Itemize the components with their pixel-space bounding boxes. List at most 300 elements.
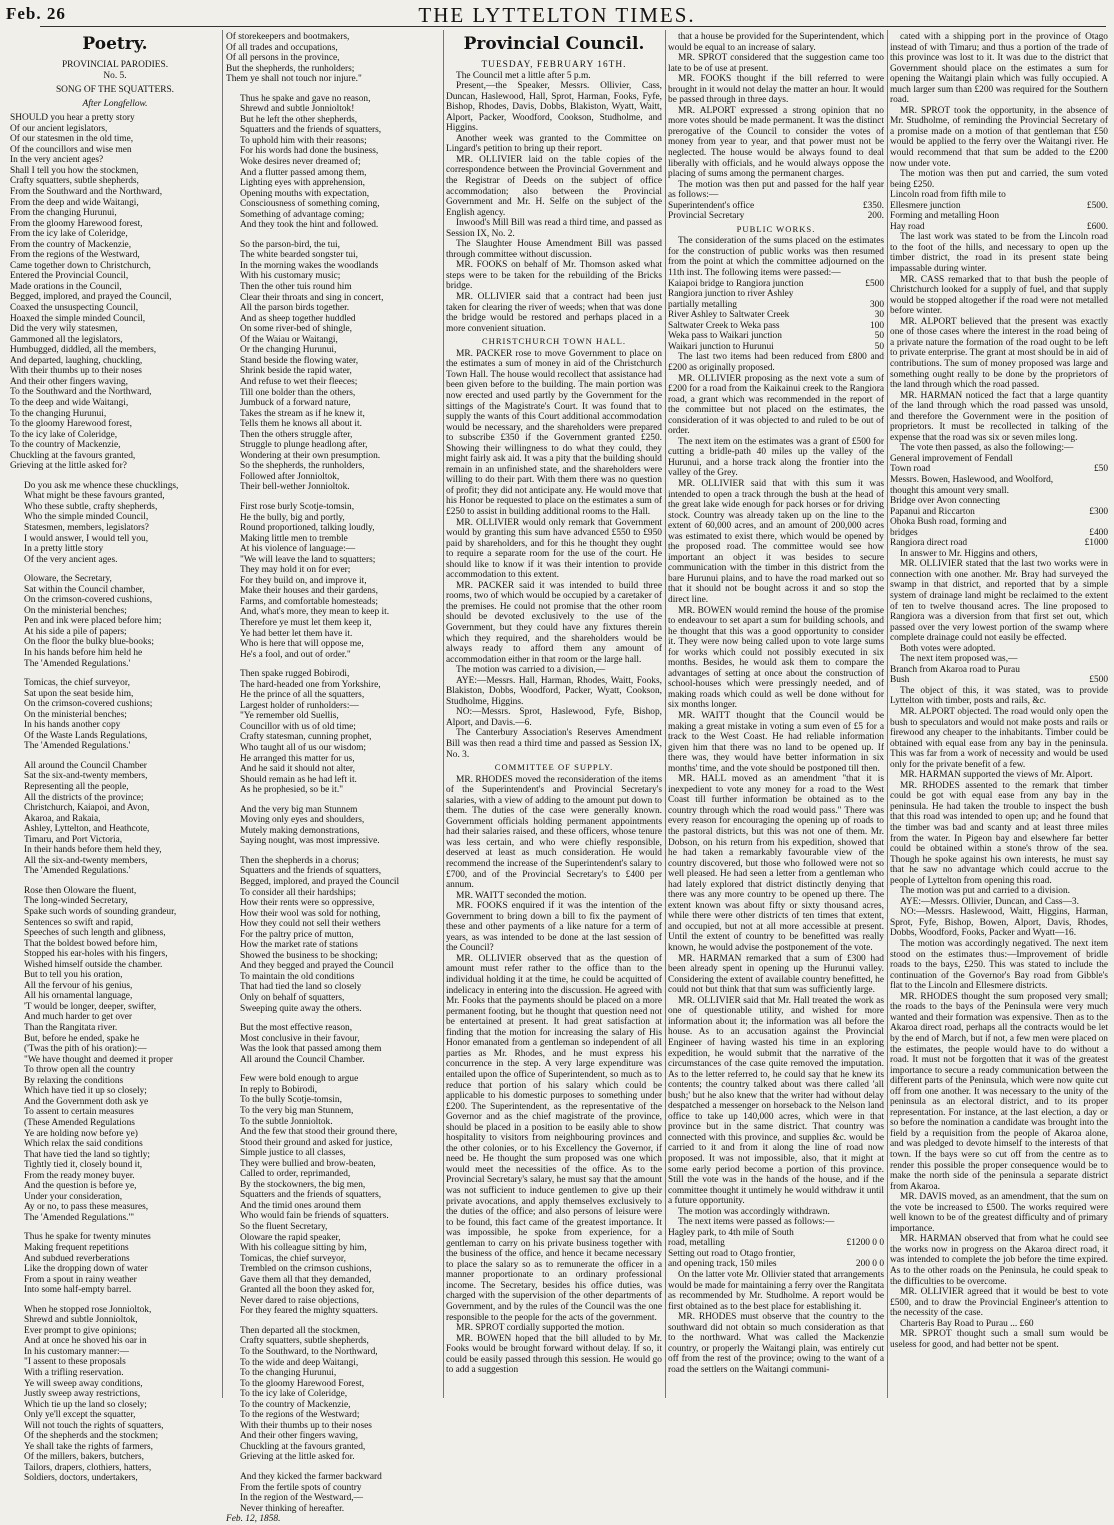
vote-item <box>668 211 884 222</box>
column-rule <box>443 30 444 1398</box>
vote-item <box>668 1249 884 1260</box>
poem-line: Their bell-wether Jonnioltok. <box>240 482 350 493</box>
poem-line: To the country of Mackenzie, <box>240 1399 351 1410</box>
poem-line: Wished himself outside the chamber. <box>24 959 163 970</box>
poem-line: Coaxed the unsuspecting Council, <box>10 303 139 314</box>
poem-line: And he said it should not alter, <box>240 764 355 775</box>
section-heading: COMMITTEE OF SUPPLY. <box>494 762 614 773</box>
paragraph: The Council met a little after 5 p.m. <box>456 70 591 81</box>
poem-line: (These Amended Regulations <box>24 1117 135 1128</box>
poem-line: From the gloomy Harewood forest, <box>10 218 143 229</box>
poem-line: Thus he spake and gave no reason, <box>240 93 371 104</box>
stanza <box>10 1232 220 1295</box>
vote-item <box>668 289 884 300</box>
poem-line: Chuckling at the favours granted, <box>10 450 136 461</box>
poem-line: To the Southward, to the Northward, <box>240 1346 378 1357</box>
poem-line: All the districts of the province; <box>24 792 144 803</box>
poem-line: To throw open all the country <box>24 1065 136 1076</box>
vote-item-label: Town road <box>890 464 931 475</box>
poem-line: Chuckling at the favours granted, <box>240 1441 366 1452</box>
poem-line: Jumbuck of a forward nature, <box>240 398 351 409</box>
paragraph: MR. RHODES assented to the remark that timber could be got with equal ease from any bay in the peninsula. He had taken the trouble to inspect the bush that this road was intended to open up; and he found that the timber was bad and scanty and at least three miles from the water. In Pigeon bay and elsewhere far better could be obtained within a stone's throw of the sea. Though he spoke against his own interests, he must say that he saw no advantage which could accrue to the people of Lyttelton from opening this road. <box>890 780 1108 886</box>
poem-line: "Ye remember old Suellis, <box>240 711 339 722</box>
poem-line: From the deep and wide Waitangi, <box>10 197 139 208</box>
section-heading: CHRISTCHURCH TOWN HALL. <box>481 336 627 347</box>
poem-line: Stood their ground and asked for justice, <box>240 1137 393 1148</box>
vote-item <box>890 190 1108 201</box>
poem-line: Gave them all that they demanded, <box>240 1274 371 1285</box>
poem-line: And much harder to get over <box>24 1012 133 1023</box>
poem-line: Shrewd and subtle Jonnioltok! <box>240 104 355 115</box>
paragraph: On the latter vote Mr. Ollivier stated that arrangements would be made for maintaining a ferry over the Rangitata as recommended by Mr. Studholme. A report would be first obtained as to the best place for establishing it. <box>668 1269 884 1312</box>
poem-line: First rose burly Scotje-tomsin, <box>240 501 355 512</box>
paragraph: MR. SPROT considered that the suggestion came too late to be of use at present. <box>668 53 884 74</box>
paragraph: The motion was accordingly negatived. The next item stood on the estimates thus:—Improvement of bridle roads to the bays, £250. This was stated to include the continuation of the Governor's Bay road from Gibble's flat to the Lincoln and Ellesmere districts. <box>890 939 1108 992</box>
poem-line: Then spake rugged Bobirodi, <box>240 669 350 680</box>
poem-line: Tomicas, the chief surveyor, <box>24 678 130 689</box>
vote-item-label: River Ashley to Saltwater Creek <box>668 310 790 321</box>
poem-line: Ye had better let them have it. <box>240 628 353 639</box>
paragraph: The motion was put and carried to a division. <box>900 886 1071 897</box>
paragraph: The next item on the estimates was a grant of £500 for cutting a bridle-path 40 miles up the valley of the Hurunui, and a horse track along the frontier into the valley of the Grey. <box>668 436 884 479</box>
poem-line: Then departed all the stockmen, <box>240 1325 361 1336</box>
poem-line: On some river-bed of shingle, <box>240 324 353 335</box>
poem-line: Mutely making demonstrations, <box>240 825 360 836</box>
vote-item <box>890 464 1108 475</box>
vote-item <box>890 475 1108 486</box>
poem-line: To the changing Hurunui, <box>10 408 107 419</box>
vote-item-amount: £1000 <box>1084 538 1108 549</box>
poem-line: Largest holder of runholders:— <box>240 700 359 711</box>
poem-line: In a pretty little story <box>24 544 104 555</box>
vote-item <box>890 222 1108 233</box>
poem-line: On the crimson-covered cushions; <box>24 699 153 710</box>
vote-item-label: thought this amount very small. <box>890 485 1010 496</box>
poem-line: All around the Council Chamber. <box>240 1054 365 1065</box>
poem-line: How the market rate of stations <box>240 940 358 951</box>
poem-line: To the icy lake of Coleridge, <box>10 429 118 440</box>
poem-line: Do you ask me whence these chucklings, <box>24 480 179 491</box>
poem-attribution: After Longfellow. <box>82 98 148 109</box>
vote-item-label: Ellesmere junction <box>890 200 961 211</box>
paragraph: MR. FOOKS thought if the bill referred to were brought in it would not delay the matter an hour. It would be passed through in three days. <box>668 74 884 106</box>
vote-item-label: Bridge over Avon connecting <box>890 496 1000 507</box>
paragraph: The Slaughter House Amendment Bill was passed through committee without discussion. <box>446 239 662 260</box>
poem-line: Clear their throats and sing in concert, <box>240 292 384 303</box>
poem-line: Farms, and comfortable homesteads; <box>240 596 378 607</box>
vote-item <box>668 279 884 290</box>
poem-line: Made orations in the Council, <box>10 281 122 292</box>
vote-item-amount: 100 <box>869 320 884 331</box>
paragraph: cated with a shipping port in the province of Otago instead of with Timaru; and thus a portion of the trade of this province was lost to it. It was due to the district that Government should place on the estimates a sum for opening the Waitangi plain which was fully occupied. A much larger sum than £200 was required for the Southern road. <box>890 32 1108 106</box>
vote-item-amount: £500 <box>865 278 884 289</box>
poem-line: To the changing Hurunui, <box>240 1368 337 1379</box>
paragraph: MR. WAITT seconded the motion. <box>456 890 587 901</box>
paragraph: MR. ALPORT expressed a strong opinion that no more votes should be made permanent. It was the distinct prerogative of the Council to consider the votes of money from year to year, and that power must not be neglected. The house would be always found to deal liberally with officials, and he would always oppose the placing of sums among the permanent charges. <box>668 105 884 180</box>
poem-line: From the Southward and the Northward, <box>10 187 163 198</box>
report-paragraphs <box>446 349 662 760</box>
poem-line: Who taught all of us our wisdom; <box>240 743 367 753</box>
vote-item-amount: £50 <box>1093 464 1108 475</box>
vote-item-label: Saltwater Creek to Weka pass <box>668 320 780 331</box>
poem-line: The 'Amended Regulations.' <box>24 866 131 877</box>
newspaper-title: THE LYTTELTON TIMES. <box>418 3 696 27</box>
poem-line: The hard-headed one from Yorkshire, <box>240 679 381 690</box>
poem-line: And as sheep together huddled <box>240 313 356 324</box>
vote-item-label: Rangiora direct road <box>890 538 968 549</box>
poem-line: For they build on, and improve it, <box>240 575 367 586</box>
paragraph: MR. HARMAN observed that from what he could see the works now in progress on the Akaroa direct road, it was intended to complete the job before the time expired. As to the other roads on the Peninsula, he could speak to the difficulties to be overcome. <box>890 1234 1108 1287</box>
paragraph: MR. HARMAN noticed the fact that a large quantity of the land through which the road passed was unsold, and therefore the Government were in the position of proprietors. It must be recollected in talking of the expense that the road was six or seven miles long. <box>890 390 1108 443</box>
poem-line: To the wide and deep Waitangi, <box>240 1357 359 1368</box>
poem-line: Consciousness of something coming, <box>240 199 380 210</box>
paragraph: MR. BOWEN hoped that the bill alluded to by Mr. Fooks would be brought forward without delay. If so, it could be easily passed through this session. He would go to add a suggestion <box>446 1333 662 1376</box>
paragraph: The next items were passed as follows:— <box>678 1217 835 1228</box>
poem-line: When he stopped rose Jonnioltok, <box>24 1304 152 1315</box>
poem-line: Begged, implored, and prayed the Council <box>240 877 400 888</box>
poem-line: Followed after Jonnioltok, <box>240 471 340 482</box>
paragraph: NO:—Messrs. Haslewood, Waitt, Higgins, Harman, Sprot, Fyfe, Bishop, Bowen, Alport, Davis, Rhodes, Dobbs, Woodford, Fooks, Packer and Wyatt—16. <box>890 907 1108 939</box>
paragraph: The object of this, it was stated, was to provide Lyttelton with timber, posts and rails, &c. <box>890 685 1108 707</box>
poem-line: Who these subtle, crafty shepherds, <box>24 501 158 512</box>
poem-line: They were bullied and brow-beaten, <box>240 1158 376 1169</box>
vote-item <box>890 507 1108 518</box>
paragraph: AYE:—Messrs. Ollivier, Duncan, and Cass—3. <box>900 896 1079 907</box>
stanza <box>10 574 220 669</box>
poem-line: Them ye shall not touch nor injure." <box>226 74 362 85</box>
poem-line: How their rents were so oppressive, <box>240 898 375 909</box>
poem-line: Simple justice to all classes, <box>240 1148 346 1159</box>
poem-line: What might be these favours granted, <box>24 491 165 502</box>
poem-line: But the shepherds, the runholders; <box>226 63 355 74</box>
poem-line: But to tell you his oration, <box>24 970 123 981</box>
vote-item-amount: £1200 0 0 <box>846 1238 884 1249</box>
poem-line: From the ready money buyer. <box>24 1170 135 1181</box>
poem-line: Tailors, drapers, clothiers, hatters, <box>24 1462 152 1473</box>
poem-line: Oloware the rapid speaker, <box>240 1232 341 1243</box>
poem-line: Squatters and the friends of squatters, <box>240 1190 382 1201</box>
vote-item-label: Messrs. Bowen, Haslewood, and Woolford, <box>890 474 1054 485</box>
report-paragraphs <box>668 352 884 1227</box>
poem-line: Or the changing Hurunui, <box>240 345 337 356</box>
poem-line: To the Southward and the Northward, <box>10 387 152 398</box>
paragraph: MR. DAVIS moved, as an amendment, that the sum on the vote be increased to £500. The works required were well known to be of the greatest difficulty and of primary importance. <box>890 1192 1108 1234</box>
council-heading: Provincial Council. <box>463 34 645 54</box>
poem-line: Squatters and the friends of squatters, <box>240 866 382 877</box>
paragraph: MR. FOOKS on behalf of Mr. Thomson asked what steps were to be taken for the rebuilding of the Bricks bridge. <box>446 260 662 292</box>
poem-line: Than the Rangitata river. <box>24 1023 118 1034</box>
poem-line: Sentences so swift and rapid, <box>24 917 134 928</box>
poem-line: Which tie up the land so closely; <box>24 1399 147 1410</box>
poem-line: To the icy lake of Coleridge, <box>240 1389 348 1400</box>
paragraph: MR. SPROT thought such a small sum would be useless for good, and had better not be spent. <box>890 1329 1108 1350</box>
poem-line: Akaroa, and Rakaia, <box>24 813 101 824</box>
stanza <box>226 1326 441 1463</box>
poem-line: Shall I tell you how the stockmen, <box>10 165 139 176</box>
poem-line: To uphold him with their reasons; <box>240 135 367 146</box>
poem-line: Then the other tuis round him <box>240 282 352 293</box>
poem-dateline: Feb. 12, 1858. <box>226 1514 281 1525</box>
poem-line: Shrewd and subtle Jonnioltok, <box>24 1315 138 1326</box>
poem-line: Make their houses and their gardens, <box>240 586 378 597</box>
poem-line: And they kicked the farmer backward <box>240 1472 382 1482</box>
poem-line: Rose then Oloware the fluent, <box>24 885 137 896</box>
poem-line: Takes the stream as if he knew it, <box>240 408 365 419</box>
stanza <box>10 481 220 565</box>
poem-line: Hoaxed the simple minded Council, <box>10 313 146 324</box>
poem-line: The white bearded songster tui, <box>240 250 358 261</box>
paragraph: NO:—Messrs. Sprot, Haslewood, Fyfe, Bishop, Alport, and Davis.—6. <box>446 707 662 728</box>
poem-line: He the bully, big and portly, <box>240 512 345 523</box>
poem-line: At his violence of language:— <box>240 544 356 555</box>
vote-item <box>890 496 1108 507</box>
poem-line: Of the shepherds and the stockmen; <box>24 1431 159 1442</box>
poem-line: I would answer, I would tell you, <box>24 533 149 544</box>
poem-line: By relaxing the conditions <box>24 1075 124 1086</box>
paragraph: The last work was stated to be from the Lincoln road to the foot of the hills, and necessary to open up the timber district, the road in its present state being impassable during winter. <box>890 232 1108 275</box>
poem-line: Speeches of such length and glibness, <box>24 928 166 939</box>
poem-line: Making little men to tremble <box>240 533 348 544</box>
poem-line: As he prophesied, so be it." <box>240 785 344 796</box>
stanza <box>226 32 441 85</box>
poem-line: And subdued reverberations <box>24 1253 130 1264</box>
poem-line: So the fluent Secretary, <box>240 1221 328 1232</box>
poem-line: In his hands before him held he <box>24 647 143 658</box>
poem-line: On the ministerial benches; <box>24 709 127 720</box>
poem-line: To the gloomy Harewood Forest, <box>240 1378 365 1389</box>
poem-line: And their other fingers waving, <box>240 1431 358 1442</box>
poem-line: Of all persons in the province, <box>226 53 340 64</box>
poem-line: And they took the hint and followed. <box>240 220 379 231</box>
poem-line: Entered the Provincial Council, <box>10 271 129 282</box>
vote-item <box>668 342 884 353</box>
stanza <box>10 761 220 877</box>
poem-line: Only ye'll except the squatter, <box>24 1410 136 1421</box>
vote-item-label: and opening track, 150 miles <box>668 1259 777 1270</box>
poem-line: In his customary manner:— <box>24 1346 129 1357</box>
poem-line: Stand beside the flowing water, <box>240 355 359 366</box>
vote-list <box>890 190 1108 232</box>
poem-line: To maintain the old conditions <box>240 971 355 982</box>
paragraph: MR. OLLIVIER stated that the last two works were in connection with one another. Mr. Bray had surveyed the swamp in that district, and reported that by a simple system of drainage land might be reclaimed to the extent of ten to twelve thousand acres. The line proposed to Rangiora was a diversion from that first set out, which passed over the very lowest portion of the swamp where complete drainage could not easily be effected. <box>890 559 1108 644</box>
poem-line: Round proportioned, talking loudly, <box>240 523 375 534</box>
poem-line: Was the look that passed among them <box>240 1044 382 1055</box>
poem-line: Justly sweep away restrictions, <box>24 1389 141 1400</box>
poem-line: In reply to Bobirodi, <box>240 1084 318 1095</box>
poem-line: In their hands before them held they, <box>24 845 162 856</box>
paragraph: MR. HARMAN supported the views of Mr. Alport. <box>900 770 1093 781</box>
poem-line: How they could not sell their wethers <box>240 919 381 930</box>
poem-line: And their other fingers waving, <box>10 376 128 387</box>
poem-line: All the fervour of his genius, <box>24 980 133 991</box>
vote-item-label: Branch from Akaroa road to Purau <box>890 664 1020 675</box>
paragraph: The motion was carried to a division,— <box>456 665 606 676</box>
paragraph: MR. CASS remarked that to that bush the people of Christchurch looked for a supply of fuel, and that supply would be stopped altogether if the road were not metalled before winter. <box>890 274 1108 317</box>
stanza <box>226 502 441 660</box>
poem-line: Till one bolder than the others, <box>240 387 356 398</box>
poem-line: And, what's more, they mean to keep it. <box>240 607 390 618</box>
poem-line: In the region of the Westward,— <box>240 1493 363 1504</box>
vote-item-amount: 30 <box>874 310 884 321</box>
report-paragraphs <box>890 686 1108 1350</box>
poem-line: And the very big man Stunnem <box>240 804 358 815</box>
poem-line: With his colleague sitting by him, <box>240 1243 367 1254</box>
vote-item <box>890 517 1108 528</box>
paragraph: Charteris Bay Road to Purau ... £60 <box>900 1318 1034 1329</box>
poem-line: SHOULD you hear a pretty story <box>10 113 135 124</box>
vote-item-amount: 300 <box>869 299 884 310</box>
poem-line: But, before he ended, spake he <box>24 1033 140 1044</box>
paragraph: MR. RHODES must observe that the country to the southward did not obtain so much consideration as that to the northward. What was called the Mackenzie country, or properly the Waitangi plain, was entirely cut off from the rest of the province; owing to the want of a road the settlers on the Waitangi communi- <box>668 1312 884 1375</box>
vote-item <box>668 310 884 321</box>
poem-line: Never dared to raise objections, <box>240 1295 359 1306</box>
poem-line: Of the Waste Lands Regulations, <box>24 730 148 741</box>
poem-line: Like the dropping down of water <box>24 1264 148 1275</box>
paragraph: The Canterbury Association's Reserves Amendment Bill was then read a third time and passed as Session IX, No. 3. <box>446 728 662 760</box>
poem-line: Of the very ancient ages. <box>24 554 118 565</box>
poem-line: So the shepherds, the runholders, <box>240 461 365 472</box>
poem-line: Of all trades and occupations, <box>226 42 338 53</box>
poem-line: By the stockowners, the big men, <box>240 1179 366 1190</box>
paragraph: Both votes were adopted. <box>900 643 996 654</box>
vote-item-amount: 50 <box>874 341 884 352</box>
vote-item-amount: £600. <box>1086 221 1108 232</box>
poem-line: In the morning wakes the woodlands <box>240 260 379 271</box>
paragraph: MR. RHODES thought the sum proposed very small; the roads to the bays of the Peninsula were very much wanted and their formation was expensive. Then as to the Akaroa direct road, perhaps all the contracts would be let by the end of March, but if not, a few men were placed on the estimates, the people would have to do without a road. It must not be forgotten that it was of the greatest importance to secure a ready communication between the different parts of the Peninsula, which were now quite cut off from one another. It was necessary to the unity of the peninsula as an electoral district, and to its proper representation. For instance, at the last election, a day or so before the nomination a candidate was brought into the field by a requisition from the people of Akaroa alone, and was pledged to devote himself to the interests of that town. If the bays were so cut off from the centre as to render this possible the proper consequence would be to make the north side of the peninsula a separate district from Akaroa. <box>890 991 1108 1192</box>
column-4 <box>668 32 884 1398</box>
poem-line: Into some half-empty barrel. <box>24 1285 132 1296</box>
vote-list <box>890 454 1108 549</box>
poem-line: Spake such words of sounding grandeur, <box>24 907 177 918</box>
poem-line: Of storekeepers and bootmakers, <box>226 32 350 42</box>
poem-line: Shrink beside the rapid water, <box>240 366 352 377</box>
poem-line: Crafty statesman, cunning prophet, <box>240 732 372 743</box>
poem-line: Ye will sweep away conditions, <box>24 1378 143 1389</box>
poem-line: Timaru, and Port Victoria, <box>24 834 123 845</box>
poem-line: And the few that stood their ground there, <box>240 1127 398 1138</box>
poem-line: Who would fain be friends of squatters. <box>240 1211 389 1222</box>
poem-line: Will not touch the rights of squatters, <box>24 1420 164 1431</box>
report-paragraphs <box>668 236 884 278</box>
poem-number: No. 5. <box>103 70 127 81</box>
paragraph: MR. OLLIVIER laid on the table copies of the correspondence between the Provincial Government and the Registrar of Deeds on the subject of office accommodation; also between the Provincial Government and Mr. H. Selfe on the subject of the English agency. <box>446 154 662 218</box>
page-mark: Feb. 26 <box>6 4 66 23</box>
poem-line: And at once he shoved his oar in <box>24 1336 147 1347</box>
poem-line: From the fertile spots of country <box>240 1482 362 1493</box>
poem-line: He arranged this matter for us, <box>240 753 355 764</box>
poem-line: Lighting eyes with apprehension, <box>240 178 365 189</box>
poem-line: Most conclusive in their favour, <box>240 1033 360 1044</box>
poetry-heading: Poetry. <box>82 34 148 54</box>
column-1 <box>10 32 220 1484</box>
vote-item-label: Lincoln road from fifth mile to <box>890 190 1006 201</box>
vote-item-label: Provincial Secretary <box>668 211 745 222</box>
poem-line: Squatters and the friends of squatters, <box>240 125 382 136</box>
poem-line: To the deep and wide Waitangi, <box>10 397 129 408</box>
vote-item <box>890 201 1108 212</box>
paragraph: MR. ALPORT objected. The road would only open the bush to speculators and would not make posts and rails or firewood any cheaper to the inhabitants. Timber could be obtained with equal ease from any bay in the peninsula. This was far from a work of necessity and would be used only for the private benefit of a few. <box>890 707 1108 770</box>
poem-line: With their thumbs up to their noses <box>240 1420 372 1431</box>
poem-line: From a spout in rainy weather <box>24 1274 137 1285</box>
poem-line: Who the simple minded Council, <box>24 512 149 523</box>
stanza <box>226 1472 441 1514</box>
poem-line: Under your consideration, <box>24 1191 123 1202</box>
column-rule <box>665 30 666 1398</box>
poem-line: And a flutter passed among them, <box>240 167 367 178</box>
vote-list <box>668 279 884 353</box>
column-rule <box>887 30 888 1398</box>
masthead <box>0 0 1114 26</box>
poem-line: Representing all the people, <box>24 782 129 792</box>
vote-item-label: Bush <box>890 675 910 686</box>
poem-line: Moving only eyes and shoulders, <box>240 815 365 826</box>
poem-line: Gammoned all the legislators, <box>10 334 123 345</box>
poem-series: PROVINCIAL PARODIES. <box>61 60 169 70</box>
poem-line: All the six-and-twenty members, <box>24 855 148 866</box>
poem-line: Crafty squatters, subtle shepherds, <box>10 176 139 187</box>
poem-line: ('Twas the pith of his oration):— <box>24 1044 147 1055</box>
poem-line: To the subtle Jonnioltok. <box>240 1116 333 1127</box>
vote-item <box>668 1259 884 1270</box>
poem-line: Begged, implored, and prayed the Council, <box>10 292 172 303</box>
paragraph: MR. OLLIVIER said that a contract had been just taken for clearing the river of weeds; when that was done the bridge would be restored and perhaps placed in a more convenient situation. <box>446 292 662 334</box>
vote-item <box>890 665 1108 676</box>
vote-item-amount: £300 <box>1089 506 1108 517</box>
paragraph: MR. SPROT took the opportunity, in the absence of Mr. Studholme, of reminding the Provincial Secretary of a promise made on a motion of that gentleman that £50 would be applied to the ferry over the Waitangi river. He would recommend that that sum be added to the £200 now under vote. <box>890 105 1108 169</box>
vote-item-label: Hay road <box>890 221 925 232</box>
report-paragraphs <box>668 32 884 201</box>
poem-line: For the paltry price of mutton, <box>240 929 354 940</box>
vote-list <box>668 1228 884 1270</box>
vote-item-label: partially metalling <box>668 299 737 310</box>
poem-line: Oloware, the Secretary, <box>24 574 112 585</box>
stanza <box>10 113 220 472</box>
poem-line: Ay or no, to pass these measures, <box>24 1202 149 1213</box>
paragraph: The motion was then put and carried, the sum voted being £250. <box>890 169 1108 190</box>
vote-item-label: Kaiapoi bridge to Rangiora junction <box>668 278 804 289</box>
poem-line: Sat upon the seat beside him, <box>24 688 134 699</box>
vote-item-label: Forming and metalling Hoon <box>890 211 1000 222</box>
poem-title: SONG OF THE SQUATTERS. <box>55 85 175 96</box>
vote-item-label: Papanui and Riccarton <box>890 506 975 517</box>
paragraph: MR. OLLIVIER said that with this sum it was intended to open a track through the bush at the head of the great lake wide enough for pack horses or for driving stock. Country was already taken up on the line to the extent of 60,000 acres, and an amount of 200,000 acres was estimated to exist there, which would be opened by the proposed road. The committee would see how important an object it was besides to secure communication with the timber in this district from the bare Hurunui plains, and to have the road marked out so that it should not be bought across it and so stop the direct line. <box>668 478 884 605</box>
column-2 <box>226 32 441 1525</box>
poem-line: To assent to certain measures <box>24 1107 134 1118</box>
paragraph: The vote then passed, as also the following:— <box>900 443 1074 454</box>
paragraph: MR. WAITT thought that the Council would be making a great mistake in voting a sum even of £5 for a track to the West Coast. He had reliable information given him that there was no land to be opened up. If there was, they would have better information in six months' time, and the vote should be postponed till then. <box>668 711 884 774</box>
poem-line: Crafty squatters, subtle shepherds, <box>240 1336 369 1347</box>
poem-line: "We have thought and deemed it proper <box>24 1054 173 1065</box>
paragraph: MR. PACKER said it was intended to build three rooms, two of which would be occupied by a caretaker of the premises. He could not promise that the other room should be devoted exclusively to the use of the Government, but they could have any fixtures therein which they required, and the shareholders would be always ready to afford them any amount of accommodation either in that room or the large hall. <box>446 580 662 665</box>
paragraph: MR. FOOKS enquired if it was the intention of the Government to bring down a bill to fix the payment of these and other payments of a like nature for a term of years, as was intended to be done at the last session of the Council? <box>446 901 662 954</box>
paragraph: MR. ALPORT believed that the present was exactly one of those cases where the interest in the road being of a private nature the formation of the road ought to be left to private enterprise. The grant at most should be in aid of contributions. The sum of money proposed was large and something ought really to be done by the proprietors of the land through which the road passed. <box>890 316 1108 391</box>
poem-line: With his customary music; <box>240 271 341 282</box>
vote-item <box>890 538 1108 549</box>
poem-line: From the country of Mackenzie, <box>10 239 132 250</box>
poem-line: "I assent to these proposals <box>24 1357 126 1368</box>
vote-item-label: Superintendent's office <box>668 200 755 211</box>
poem-line: And they begged and prayed the Council <box>240 961 394 972</box>
stanza <box>226 240 441 493</box>
vote-item <box>890 454 1108 465</box>
poem-line: Sat within the Council chamber, <box>24 584 145 595</box>
vote-item-amount: 200 0 0 <box>855 1259 884 1270</box>
vote-item-label: Rangiora junction to river Ashley <box>668 289 794 300</box>
poem-line: Which relax the said conditions <box>24 1139 143 1150</box>
poem-line: The 'Amended Regulations.' <box>24 658 131 669</box>
section-heading: PUBLIC WORKS. <box>736 223 816 234</box>
poem-line: Should remain as he had left it. <box>240 774 357 785</box>
